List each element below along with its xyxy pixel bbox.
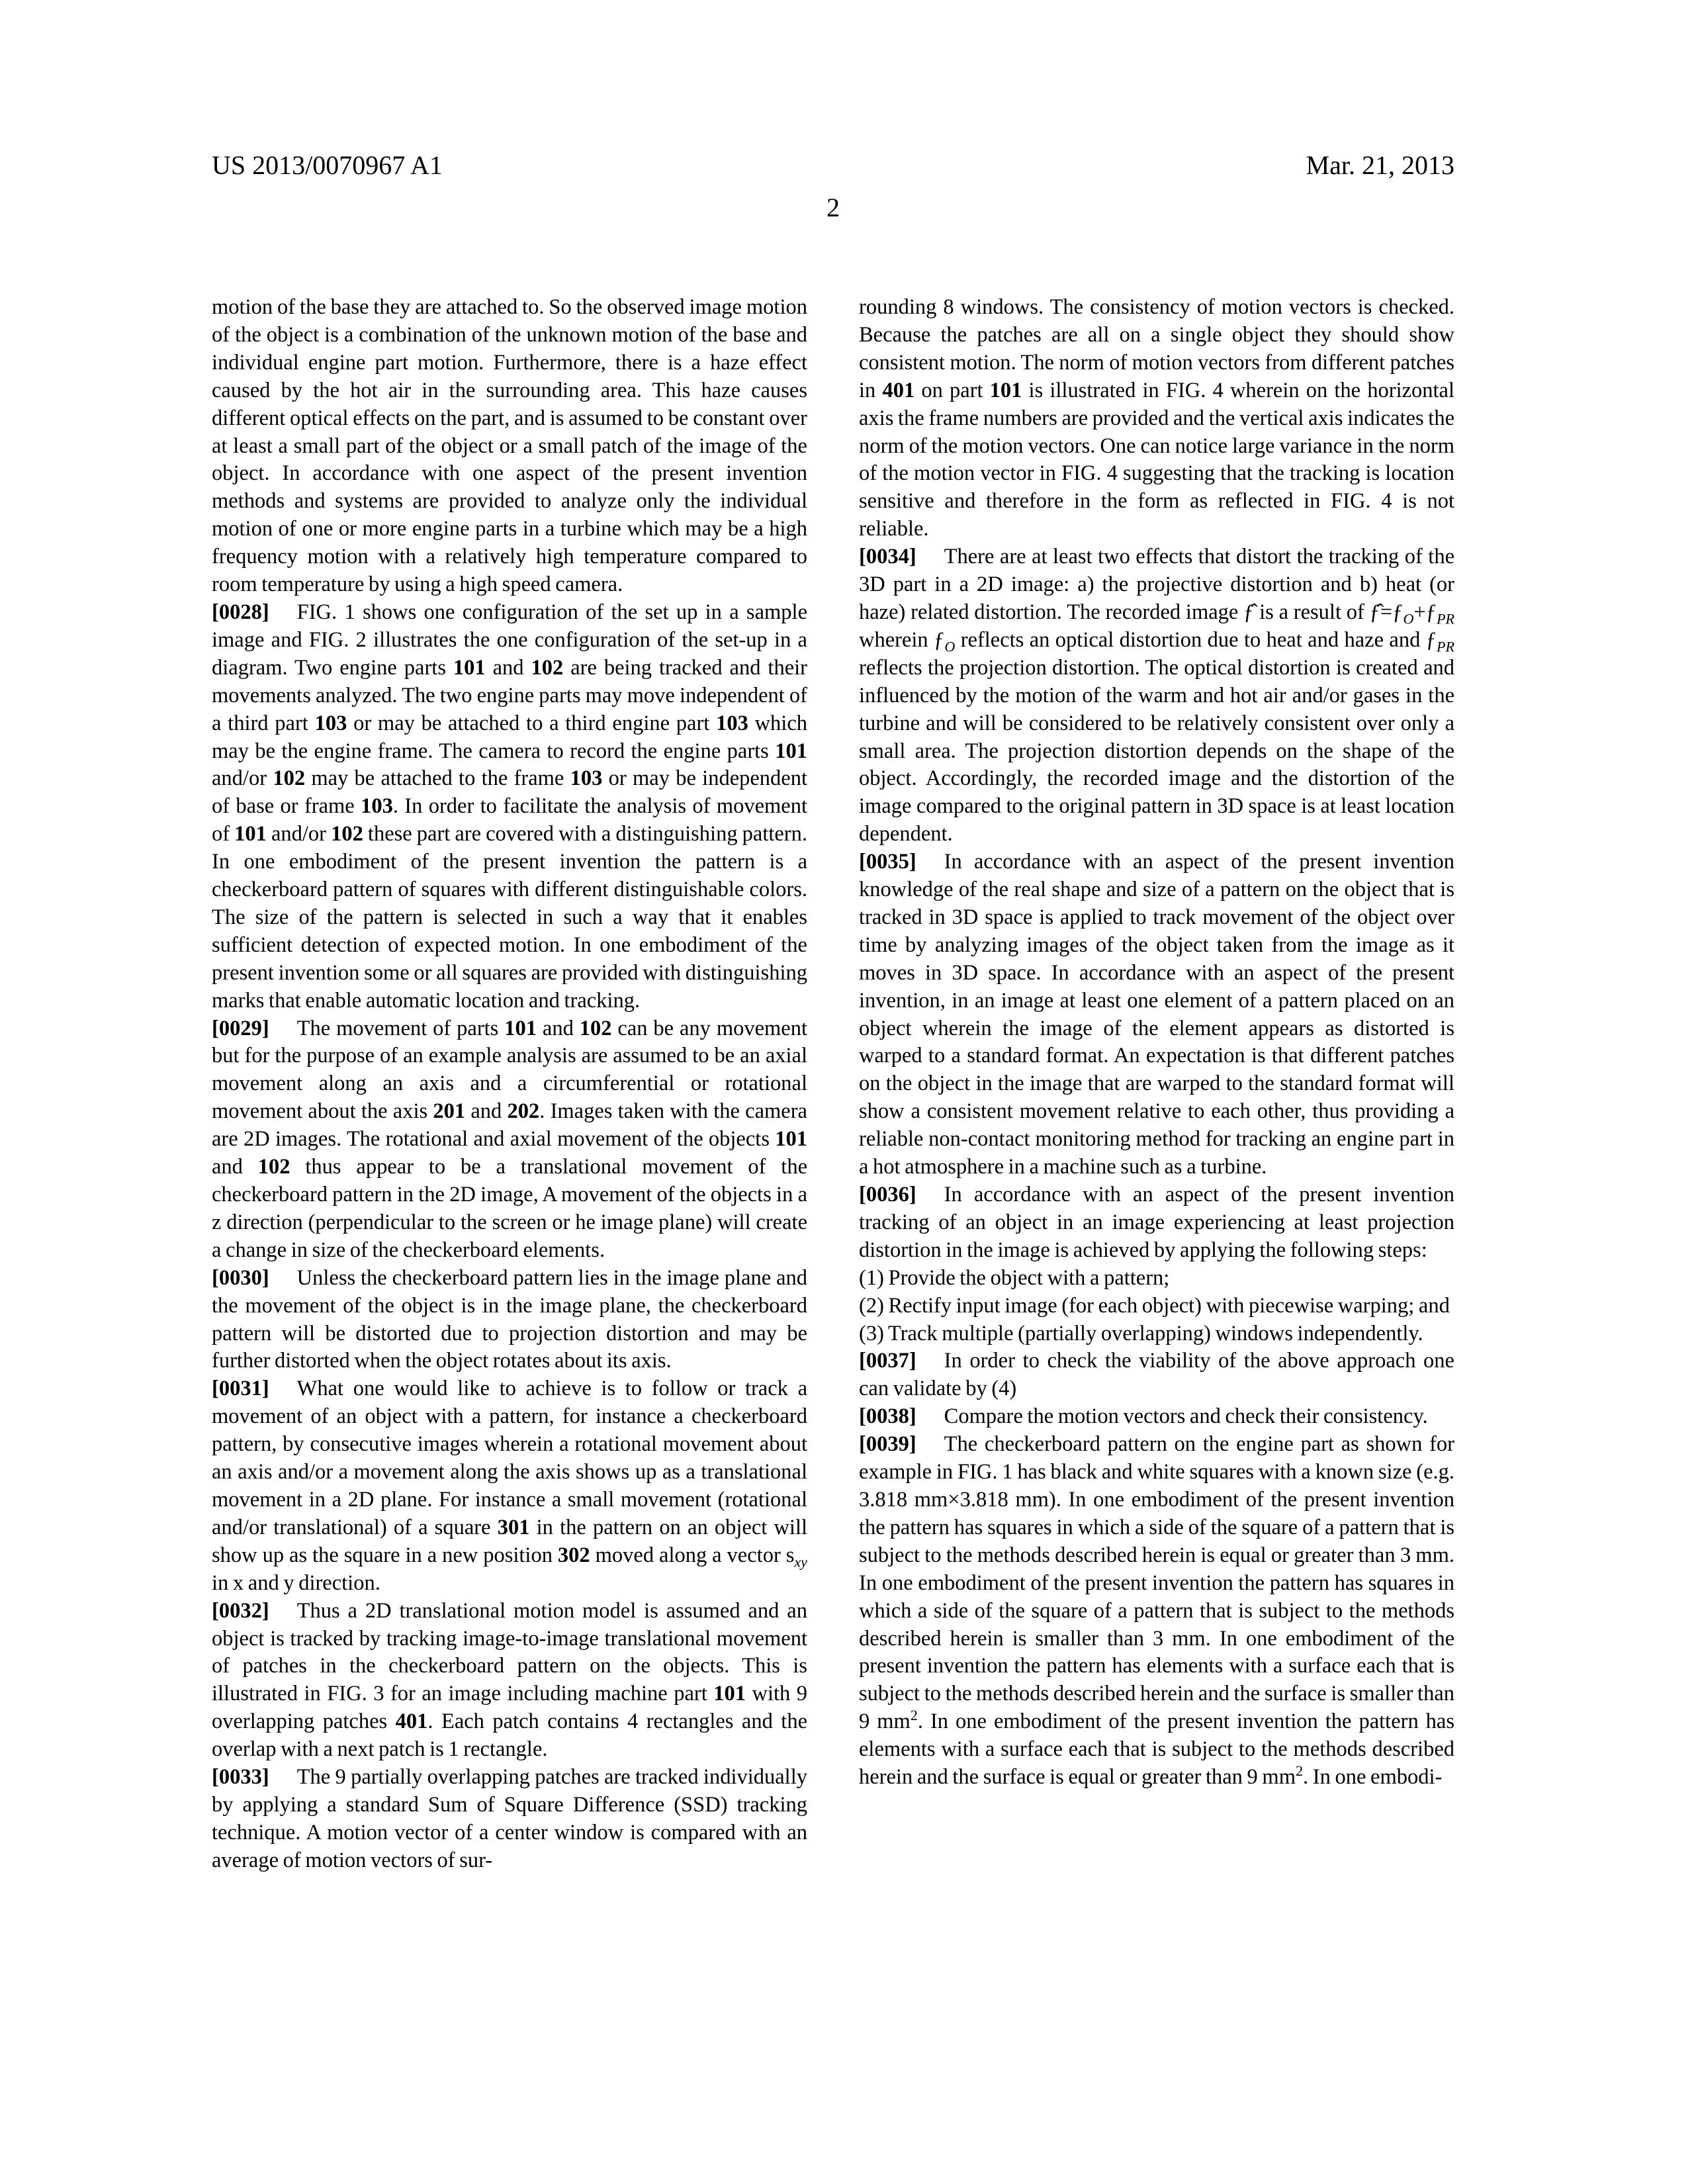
paragraph: [0029] The movement of parts 101 and 102 can be any movement but for the purpose of an example analysis are assumed to be an axial movement along an axis and a circumferential or rotational movement about the axis 201 and 202. Images taken with the camera are 2D images. The rotational and axial movement of the objects 101 and 102 thus appear to be a translational movement of the checkerboard pattern in the 2D image, A movement of the objects in a z direction (perpendicular to the screen or he image plane) will create a change in size of the checkerboard elements. <box>212 1016 808 1262</box>
reference-numeral: 102 <box>257 1155 290 1179</box>
reference-numeral: 102 <box>273 766 306 791</box>
subscript: PR <box>1437 610 1454 627</box>
paragraph-number: [0036] <box>859 1183 916 1206</box>
reference-numeral: 101 <box>775 1127 807 1152</box>
paragraph: [0033] The 9 partially overlapping patches are tracked individually by applying a standard Sum of Square Difference (SSD) tracking technique. A motion vector of a center window is compared with an average of motion vectors of sur- <box>212 1765 807 1872</box>
paragraph-number: [0039] <box>859 1432 916 1457</box>
subscript: xy <box>794 1553 807 1570</box>
reference-numeral: 101 <box>713 1682 746 1706</box>
reference-numeral: 101 <box>504 1016 537 1040</box>
superscript: 2 <box>910 1707 918 1724</box>
paragraph: [0028] FIG. 1 shows one configuration of the set up in a sample image and FIG. 2 illustrates the one configuration of the set-up in a diagram. Two engine parts 101 and 102 are being tracked and their movements analyzed. The two engine parts may move independent of a third part 103 or may be attached to a third engine part 103 which may be the engine frame. The camera to record the engine parts 101 and/or 102 may be attached to the frame 103 or may be independent of base or frame 103. In order to facilitate the analysis of movement of 101 and/or 102 these part are covered with a distinguishing pattern. In one embodiment of the present invention the pattern is a checkerboard pattern of squares with different distinguishable colors. The size of the pattern is selected in such a way that it enables sufficient detection of expected motion. In one embodiment of the present invention some or all squares are provided with distinguishing marks that enable automatic location and tracking. <box>212 600 808 1013</box>
right-column <box>859 294 1454 1875</box>
reference-numeral: 102 <box>579 1016 612 1040</box>
superscript: 2 <box>1296 1762 1304 1780</box>
paragraph-number: [0031] <box>212 1377 269 1401</box>
reference-numeral: 103 <box>361 794 393 819</box>
reference-numeral: 101 <box>453 655 486 680</box>
reference-numeral: 401 <box>882 378 915 402</box>
paragraph: [0038] Compare the motion vectors and check their consistency. <box>859 1404 1428 1429</box>
left-column <box>212 294 807 1875</box>
paragraph-number: [0028] <box>212 600 269 624</box>
paragraph-number: [0033] <box>212 1765 269 1790</box>
paragraph-number: [0032] <box>212 1598 269 1623</box>
paragraph-number: [0037] <box>859 1349 916 1373</box>
reference-numeral: 101 <box>989 378 1022 402</box>
patent-number: US 2013/0070967 A1 <box>212 150 443 180</box>
paragraph: [0036] In accordance with an aspect of the present invention tracking of an object in an image experiencing at least projection distortion in the image is achieved by applying the following steps: <box>859 1183 1454 1262</box>
reference-numeral: 101 <box>775 739 807 763</box>
reference-numeral: 101 <box>234 822 267 846</box>
reference-numeral: 302 <box>557 1543 590 1567</box>
paragraph-number: [0029] <box>212 1016 269 1040</box>
formula-symbol: ƒ <box>1425 600 1437 624</box>
paragraph: [0032] Thus a 2D translational motion model is assumed and an object is tracked by tracking image-to-image translational movement of patches in the checkerboard pattern on the objects. This is illustrated in FIG. 3 for an image including machine part 101 with 9 overlapping patches 401. Each patch contains 4 rectangles and the overlap with a next patch is 1 rectangle. <box>212 1598 808 1762</box>
reference-numeral: 301 <box>497 1515 530 1539</box>
reference-numeral: 202 <box>507 1099 540 1124</box>
reference-numeral: 103 <box>570 766 603 791</box>
formula-symbol: ƒ <box>1392 600 1404 624</box>
paragraph: [0031] What one would like to achieve is to follow or track a movement of an object with a pattern, for instance a checkerboard pattern, by consecutive images wherein a rotational movement about an axis and/or a movement along the axis shows up as a translational movement in a 2D plane. For instance a small movement (rotational and/or translational) of a square 301 in the pattern on an object will show up as the square in a new position 302 moved along a vector $s_{xy}$ in x and y direction. <box>212 1377 808 1595</box>
paragraph: [0039] The checkerboard pattern on the engine part as shown for example in FIG. 1 has black and white squares with a known size (e.g. 3.818 mm×3.818 mm). In one embodiment of the present invention the pattern has squares in which a side of the square of a pattern that is subject to the methods described herein is equal or greater than 3 mm. In one embodiment of the present invention the pattern has squares in which a side of the square of a pattern that is subject to the methods described herein is smaller than 3 mm. In one embodiment of the present invention the pattern has elements with a surface each that is subject to the methods described herein and the surface is smaller than 9 $mm^2$. In one embodiment of the present invention the pattern has elements with a surface each that is subject to the methods described herein and the surface is equal or greater than 9 $mm^2$. In one embodi- <box>859 1432 1455 1790</box>
text-columns <box>212 294 1454 1875</box>
reference-numeral: 102 <box>331 822 363 846</box>
subscript: O <box>1403 610 1414 627</box>
subscript: PR <box>1436 638 1454 655</box>
reference-numeral: 102 <box>531 655 564 680</box>
paragraph: [0030] Unless the checkerboard pattern lies in the image plane and the movement of the object is in the image plane, the checkerboard pattern will be distorted due to projection distortion and may be further distorted when the object rotates about its axis. <box>212 1265 807 1373</box>
paragraph-number: [0034] <box>859 545 916 569</box>
reference-numeral: 103 <box>314 711 347 735</box>
paragraph: (2) Rectify input image (for each object) with piecewise warping; and <box>859 1293 1450 1318</box>
paragraph: [0034] There are at least two effects that distort the tracking of the 3D part in a 2D image: a) the projective distortion and b) heat (or haze) related distortion. The recorded image ƒ̂ is a result of $ƒ̂=ƒ_O+ƒ_{PR}$ wherein $ƒ_O$ reflects an optical distortion due to heat and haze and $ƒ_{PR}$ reflects the projection distortion. The optical distortion is created and influenced by the motion of the warm and hot air and/or gases in the turbine and will be considered to be relatively consistent over only a small area. The projection distortion depends on the shape of the object. Accordingly, the recorded image and the distortion of the image compared to the original pattern in 3D space is at least location dependent. <box>859 545 1454 846</box>
formula-symbol: ƒ <box>934 627 945 652</box>
paragraph: (1) Provide the object with a pattern; <box>859 1265 1170 1290</box>
reference-numeral: 201 <box>433 1099 466 1124</box>
paragraph-number: [0035] <box>859 850 916 874</box>
subscript: O <box>944 638 956 655</box>
page-number: 2 <box>826 193 840 222</box>
paragraph: rounding 8 windows. The consistency of motion vectors is checked. Because the patches are all on a single object they should show consistent motion. The norm of motion vectors from different patches in 401 on part 101 is illustrated in FIG. 4 wherein on the horizontal axis the frame numbers are provided and the vertical axis indicates the norm of the motion vectors. One can notice large variance in the norm of the motion vector in FIG. 4 suggesting that the tracking is location sensitive and therefore in the form as reflected in FIG. 4 is not reliable. <box>859 295 1455 541</box>
reference-numeral: 401 <box>395 1709 428 1734</box>
formula-symbol: ƒ <box>1425 627 1437 652</box>
reference-numeral: 103 <box>716 711 748 735</box>
page-header <box>212 151 1454 180</box>
paragraph: [0037] In order to check the viability of the above approach one can validate by (4) <box>859 1349 1454 1401</box>
paragraph: [0035] In accordance with an aspect of the present invention knowledge of the real shape and size of a pattern on the object that is tracked in 3D space is applied to track movement of the object over time by analyzing images of the object taken from the image as it moves in 3D space. In accordance with an aspect of the present invention, in an image at least one element of a pattern placed on an object wherein the image of the element appears as distorted is warped to a standard format. An expectation is that different patches on the object in the image that are warped to the standard format will show a consistent movement relative to each other, thus providing a reliable non-contact monitoring method for tracking an engine part in a hot atmosphere in a machine such as a turbine. <box>859 850 1454 1179</box>
paragraph: motion of the base they are attached to. So the observed image motion of the object is a combination of the unknown motion of the base and individual engine part motion. Furthermore, there is a haze effect caused by the hot air in the surrounding area. This haze causes different optical effects on the part, and is assumed to be constant over at least a small part of the object or a small patch of the image of the object. In accordance with one aspect of the present invention methods and systems are provided to analyze only the individual motion of one or more engine parts in a turbine which may be a high frequency motion with a relatively high temperature compared to room temperature by using a high speed camera. <box>212 295 807 597</box>
formula-symbol: ƒ̂ <box>1369 600 1380 624</box>
paragraph-number: [0038] <box>859 1404 916 1429</box>
paragraph: (3) Track multiple (partially overlapping) windows independently. <box>859 1321 1423 1345</box>
paragraph-number: [0030] <box>212 1265 269 1290</box>
formula-symbol: ƒ̂ <box>1243 600 1255 624</box>
publication-date: Mar. 21, 2013 <box>1306 150 1454 180</box>
